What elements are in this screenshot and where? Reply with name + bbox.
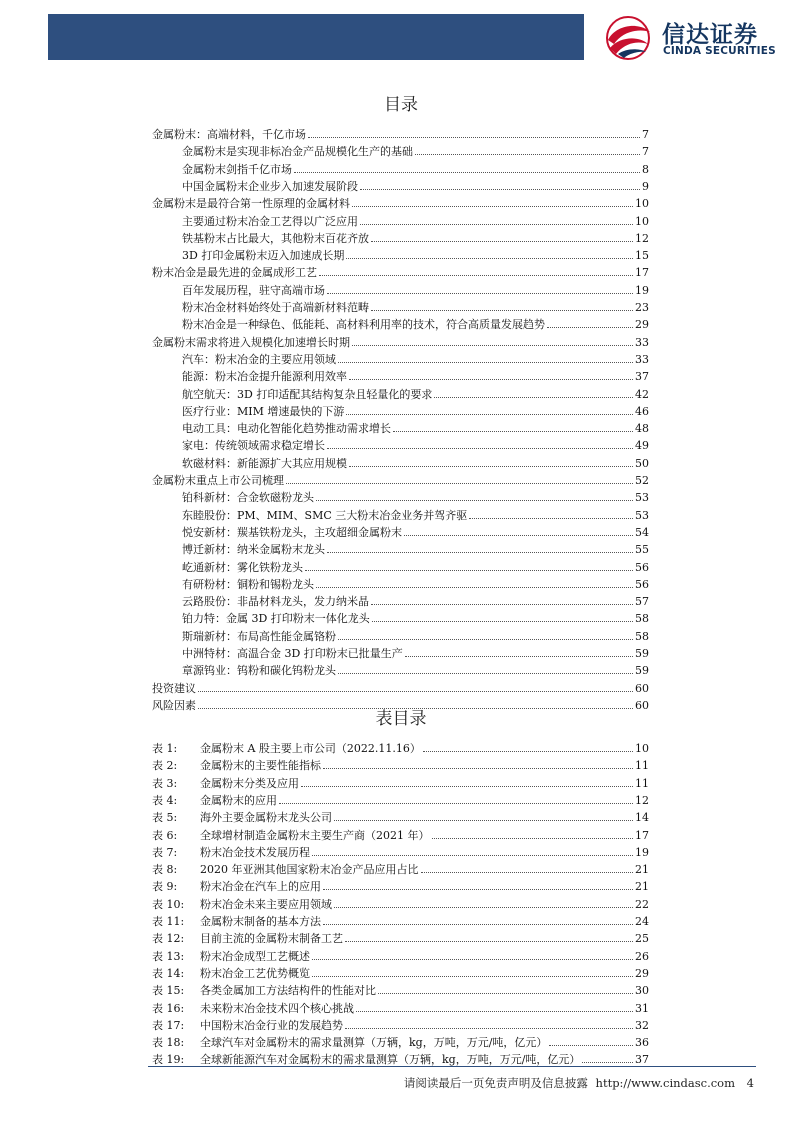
toc-entry-title: 金属粉末剑指千亿市场: [182, 162, 292, 176]
table-toc-page: 37: [635, 1053, 649, 1067]
table-toc-title: 全球增材制造金属粉末主要生产商（2021 年）: [200, 828, 430, 842]
toc-entry-page: 10: [635, 197, 649, 211]
toc-leader-dots: [338, 673, 633, 674]
toc-entry-page: 48: [635, 422, 649, 436]
toc-entry[interactable]: [152, 507, 649, 522]
toc-leader-dots: [338, 362, 633, 363]
table-toc-page: 22: [635, 897, 649, 911]
table-toc-label: 表 5:: [152, 811, 178, 825]
toc-entry-title: 章源钨业：钨粉和碳化钨粉龙头: [182, 664, 336, 678]
table-toc-title: 金属粉末的应用: [200, 793, 277, 807]
table-toc-leader-dots: [423, 751, 633, 752]
table-toc-entry[interactable]: [152, 1000, 649, 1015]
toc-entry[interactable]: [152, 593, 649, 608]
toc-entry[interactable]: [152, 195, 649, 210]
table-toc-title: 金属粉末分类及应用: [200, 776, 299, 790]
toc-entry-title: 百年发展历程，驻守高端市场: [182, 283, 325, 297]
toc-leader-dots: [547, 327, 633, 328]
table-toc-label: 表 12:: [152, 932, 185, 946]
table-toc-entry[interactable]: [152, 982, 649, 997]
table-toc-leader-dots: [356, 1011, 633, 1012]
table-toc-entry[interactable]: [152, 1017, 649, 1032]
table-toc-page: 21: [635, 863, 649, 877]
table-toc-label: 表 4:: [152, 793, 178, 807]
toc-entry-page: 15: [635, 249, 649, 263]
toc-leader-dots: [360, 224, 633, 225]
table-toc-leader-dots: [582, 1062, 633, 1063]
table-toc-title: 2020 年亚洲其他国家粉末冶金产品应用占比: [200, 863, 419, 877]
toc-leader-dots: [372, 621, 633, 622]
toc-entry[interactable]: [152, 316, 649, 331]
toc-entry-page: 60: [635, 681, 649, 695]
toc-entry[interactable]: [152, 282, 649, 297]
logo-text-cn: 信达证券: [662, 22, 758, 48]
toc-entry-title: 航空航天：3D 打印适配其结构复杂且轻量化的要求: [182, 387, 433, 401]
toc-leader-dots: [434, 397, 633, 398]
toc-entry-title: 铂力特：金属 3D 打印粉末一体化龙头: [182, 612, 370, 626]
table-toc-page: 11: [635, 776, 649, 790]
toc-leader-dots: [352, 345, 633, 346]
table-toc-label: 表 6:: [152, 828, 178, 842]
toc-entry-title: 东睦股份：PM、MIM、SMC 三大粉末冶金业务并驾齐驱: [182, 508, 468, 522]
table-toc-page: 24: [635, 915, 649, 928]
table-toc-title: 全球汽车对金属粉末的需求量测算（万辆，kg，万吨，万元/吨，亿元）: [200, 1036, 548, 1050]
table-toc-entry[interactable]: [152, 965, 649, 980]
toc-entry-page: 59: [635, 664, 649, 678]
toc-entry[interactable]: [152, 610, 649, 625]
table-toc-entry[interactable]: [152, 896, 649, 911]
toc-leader-dots: [305, 570, 633, 571]
table-toc-entry[interactable]: [152, 757, 649, 772]
toc-leader-dots: [316, 500, 633, 501]
table-toc-leader-dots: [345, 941, 633, 942]
table-toc-leader-dots: [323, 889, 633, 890]
toc-entry-page: 37: [635, 370, 649, 384]
table-toc-page: 21: [635, 880, 649, 894]
table-toc-title: 粉末冶金工艺优势概览: [200, 966, 310, 980]
toc-entry-page: 7: [642, 128, 649, 141]
toc-entry[interactable]: [152, 299, 649, 314]
toc-leader-dots: [349, 379, 633, 380]
toc-entry[interactable]: [152, 472, 649, 487]
toc-entry-title: 3D 打印金属粉末迈入加速成长期: [182, 249, 345, 263]
table-toc-label: 表 16:: [152, 1001, 185, 1015]
toc-entry-page: 10: [635, 214, 649, 228]
toc-leader-dots: [346, 414, 633, 415]
table-toc-leader-dots: [334, 820, 633, 821]
table-toc-leader-dots: [421, 872, 634, 873]
toc-entry-title: 粉末冶金是最先进的金属成形工艺: [152, 266, 317, 280]
table-toc-label: 表 10:: [152, 897, 185, 911]
toc-entry-page: 56: [635, 577, 649, 591]
toc-entry-page: 50: [635, 456, 649, 470]
table-toc-page: 31: [635, 1001, 649, 1015]
table-toc-label: 表 2:: [152, 759, 178, 773]
toc-entry-page: 12: [635, 231, 649, 245]
toc-entry-title: 有研粉材：铜粉和锡粉龙头: [182, 577, 314, 591]
table-toc-leader-dots: [323, 768, 633, 769]
table-toc-entry[interactable]: [152, 1034, 649, 1049]
table-toc-title: 中国粉末冶金行业的发展趋势: [200, 1018, 343, 1032]
toc-entry[interactable]: [152, 264, 649, 279]
toc-entry-page: 56: [635, 560, 649, 574]
toc-leader-dots: [338, 639, 633, 640]
table-toc-label: 表 14:: [152, 966, 185, 980]
table-toc-page: 11: [635, 759, 649, 773]
table-toc-entry[interactable]: [152, 775, 649, 790]
table-toc-label: 表 7:: [152, 845, 178, 859]
toc-entry-page: 58: [635, 629, 649, 643]
table-toc-leader-dots: [378, 993, 633, 994]
toc-entry[interactable]: [152, 143, 649, 158]
toc-leader-dots: [415, 154, 640, 155]
toc-entry[interactable]: [152, 403, 649, 418]
toc-entry-title: 金属粉末重点上市公司梳理: [152, 474, 284, 487]
table-toc-page: 29: [635, 966, 649, 980]
footer-url-link[interactable]: http://www.cindasc.com: [595, 1076, 736, 1090]
toc-entry-title: 金属粉末需求将进入规模化加速增长时期: [152, 335, 350, 349]
toc-entry[interactable]: [152, 386, 649, 401]
table-toc-label: 表 3:: [152, 776, 178, 790]
table-toc-leader-dots: [301, 786, 633, 787]
table-toc-entry[interactable]: [152, 792, 649, 807]
toc-entry-title: 家电：传统领域需求稳定增长: [182, 439, 325, 453]
toc-leader-dots: [360, 189, 640, 190]
toc-entry[interactable]: [152, 420, 649, 435]
table-toc-title: 目前主流的金属粉末制备工艺: [200, 932, 343, 946]
toc-entry-title: 投资建议: [152, 681, 196, 695]
toc-leader-dots: [393, 431, 633, 432]
toc-leader-dots: [308, 137, 640, 138]
table-toc-entry[interactable]: [152, 844, 649, 859]
toc-entry-title: 主要通过粉末冶金工艺得以广泛应用: [182, 214, 358, 228]
table-toc-title: 海外主要金属粉末龙头公司: [200, 811, 332, 825]
toc-entry-page: 59: [635, 647, 649, 660]
toc-entry[interactable]: [152, 247, 649, 262]
table-toc-title: 粉末冶金在汽车上的应用: [200, 880, 321, 894]
table-toc-title: 全球新能源汽车对金属粉末的需求量测算（万辆，kg，万吨，万元/吨，亿元）: [200, 1053, 581, 1067]
toc-entry-title: 中国金属粉末企业步入加速发展阶段: [182, 179, 358, 193]
toc-entry-title: 铁基粉末占比最大，其他粉末百花齐放: [182, 231, 369, 245]
table-toc-page: 14: [635, 811, 649, 825]
toc-entry[interactable]: [152, 524, 649, 539]
table-toc-entry[interactable]: [152, 930, 649, 945]
table-toc-page: 12: [635, 793, 649, 807]
table-toc-leader-dots: [345, 1028, 633, 1029]
footer-divider: [148, 1066, 756, 1067]
toc-entry-page: 7: [642, 145, 649, 159]
toc-entry-page: 55: [635, 543, 649, 557]
toc-leader-dots: [316, 587, 633, 588]
toc-entry-title: 中洲特材：高温合金 3D 打印粉末已批量生产: [182, 647, 403, 660]
toc-entry[interactable]: [152, 576, 649, 591]
toc-entry[interactable]: [152, 455, 649, 470]
table-toc-title: 表目录: [375, 709, 427, 729]
table-toc-title: 金属粉末 A 股主要上市公司（2022.11.16）: [200, 742, 421, 755]
toc-entry-title: 屹通新材：雾化铁粉龙头: [182, 560, 303, 574]
toc-entry-title: 汽车：粉末冶金的主要应用领域: [182, 352, 336, 366]
table-toc-label: 表 13:: [152, 949, 185, 963]
table-toc-leader-dots: [549, 1045, 633, 1046]
toc-entry[interactable]: [152, 178, 649, 193]
table-toc-title: 粉末冶金未来主要应用领域: [200, 897, 332, 911]
toc-leader-dots: [349, 466, 633, 467]
toc-entry-title: 斯瑞新材：布局高性能金属铬粉: [182, 629, 336, 643]
toc-leader-dots: [346, 258, 633, 259]
table-toc-leader-dots: [432, 838, 634, 839]
page-number: 4: [746, 1076, 754, 1090]
toc-entry-title: 金属粉末是实现非标冶金产品规模化生产的基础: [182, 145, 413, 159]
toc-entry-page: 46: [635, 404, 649, 418]
toc-entry-page: 19: [635, 283, 649, 297]
toc-entry-title: 悦安新材：羰基铁粉龙头，主攻超细金属粉末: [182, 525, 402, 539]
table-toc-entry[interactable]: [152, 809, 649, 824]
table-toc-entry[interactable]: [152, 740, 649, 755]
table-toc-title: 金属粉末制备的基本方法: [200, 915, 321, 928]
toc-entry[interactable]: [152, 213, 649, 228]
toc-entry-page: 52: [635, 474, 649, 487]
table-toc-entry[interactable]: [152, 913, 649, 928]
table-toc-label: 表 1:: [152, 742, 178, 755]
toc-entry[interactable]: [152, 126, 649, 141]
table-toc-entry[interactable]: [152, 861, 649, 876]
toc-leader-dots: [319, 275, 633, 276]
toc-entry-page: 57: [635, 595, 649, 609]
table-toc-label: 表 17:: [152, 1018, 185, 1032]
toc-entry-title: 风险因素: [152, 698, 196, 712]
table-toc-entry[interactable]: [152, 878, 649, 893]
toc-entry[interactable]: [152, 230, 649, 245]
toc-entry-page: 33: [635, 352, 649, 366]
toc-entry-page: 8: [642, 162, 649, 176]
table-toc-page: 19: [635, 845, 649, 859]
toc-entry-title: 医疗行业：MIM 增速最快的下游: [182, 404, 345, 418]
toc-entry-page: 33: [635, 335, 649, 349]
footer: [404, 1075, 754, 1091]
toc-leader-dots: [404, 535, 633, 536]
toc-entry[interactable]: [152, 645, 649, 660]
toc-leader-dots: [405, 656, 633, 657]
table-toc-page: 36: [635, 1036, 649, 1050]
toc-entry[interactable]: [152, 437, 649, 452]
toc-entry-title: 粉末冶金是一种绿色、低能耗、高材料利用率的技术，符合高质量发展趋势: [182, 318, 545, 332]
table-toc-title: 金属粉末的主要性能指标: [200, 759, 321, 773]
toc-entry[interactable]: [152, 351, 649, 366]
toc-entry-title: 博迁新材：纳米金属粉末龙头: [182, 543, 325, 557]
table-toc-page: 25: [635, 932, 649, 946]
toc-entry[interactable]: [152, 559, 649, 574]
toc-entry-title: 软磁材料：新能源扩大其应用规模: [182, 456, 347, 470]
toc-entry-page: 53: [635, 508, 649, 522]
toc-leader-dots: [327, 293, 633, 294]
toc-entry[interactable]: [152, 680, 649, 695]
toc-leader-dots: [371, 310, 633, 311]
table-toc-page: 26: [635, 949, 649, 963]
table-toc-page: 10: [635, 742, 649, 755]
toc-entry[interactable]: [152, 334, 649, 349]
table-toc-leader-dots: [323, 924, 633, 925]
toc-entry-page: 9: [642, 179, 649, 193]
toc-entry-title: 铂科新材：合金软磁粉龙头: [182, 491, 314, 505]
table-toc-entry[interactable]: [152, 948, 649, 963]
toc-entry-page: 42: [635, 387, 649, 401]
toc-entry-title: 电动工具：电动化智能化趋势推动需求增长: [182, 422, 391, 436]
table-toc-title: 粉末冶金成型工艺概述: [200, 949, 310, 963]
logo-text-en: CINDA SECURITIES: [663, 45, 776, 57]
toc-entry-page: 17: [635, 266, 649, 280]
table-toc-title: 粉末冶金技术发展历程: [200, 845, 310, 859]
toc-entry-page: 58: [635, 612, 649, 626]
table-toc-entry[interactable]: [152, 1051, 649, 1066]
toc-leader-dots: [294, 172, 640, 173]
toc-entry-page: 54: [635, 525, 649, 539]
table-toc-leader-dots: [279, 803, 633, 804]
table-toc-leader-dots: [312, 855, 633, 856]
table-toc-page: 30: [635, 984, 649, 998]
toc-entry[interactable]: [152, 628, 649, 643]
table-toc-leader-dots: [312, 959, 633, 960]
toc-entry-page: 60: [635, 698, 649, 712]
table-toc-label: 表 8:: [152, 863, 178, 877]
toc-entry[interactable]: [152, 368, 649, 383]
toc-leader-dots: [286, 483, 633, 484]
toc-entry[interactable]: [152, 489, 649, 504]
toc-entry-title: 金属粉末是最符合第一性原理的金属材料: [152, 197, 350, 211]
table-toc-title: 未来粉末冶金技术四个核心挑战: [200, 1001, 354, 1015]
table-toc-label: 表 18:: [152, 1036, 185, 1050]
toc-leader-dots: [198, 691, 633, 692]
toc-leader-dots: [327, 552, 633, 553]
toc-leader-dots: [469, 518, 633, 519]
toc-entry-title: 云路股份：非晶材料龙头，发力纳米晶: [182, 595, 369, 609]
table-toc-title: 各类金属加工方法结构件的性能对比: [200, 984, 376, 998]
table-toc-label: 表 19:: [152, 1053, 185, 1067]
table-toc-entry[interactable]: [152, 827, 649, 842]
toc-entry[interactable]: [152, 541, 649, 556]
table-toc-label: 表 15:: [152, 984, 185, 998]
toc-leader-dots: [371, 604, 633, 605]
toc-entry-page: 29: [635, 318, 649, 332]
table-toc-label: 表 9:: [152, 880, 178, 894]
toc-entry-title: 粉末冶金材料始终处于高端新材料范畴: [182, 301, 369, 314]
toc-entry[interactable]: [152, 161, 649, 176]
toc-leader-dots: [371, 241, 633, 242]
footer-disclaimer: 请阅读最后一页免责声明及信息披露: [403, 1076, 588, 1090]
toc-leader-dots: [327, 448, 633, 449]
table-toc-leader-dots: [334, 907, 633, 908]
toc-entry-page: 49: [635, 439, 649, 453]
toc-entry[interactable]: [152, 662, 649, 677]
toc-entry-title: 能源：粉末冶金提升能源利用效率: [182, 370, 347, 384]
toc-entry-page: 53: [635, 491, 649, 505]
table-toc-label: 表 11:: [152, 915, 185, 928]
toc-entry-page: 23: [635, 301, 649, 314]
table-toc-leader-dots: [312, 976, 633, 977]
toc-leader-dots: [352, 206, 633, 207]
header-bar: [48, 14, 584, 60]
table-toc-page: 32: [635, 1018, 649, 1032]
table-toc-page: 17: [635, 828, 649, 842]
toc-title: 目录: [384, 95, 418, 115]
toc-entry-title: 金属粉末：高端材料，千亿市场: [152, 128, 306, 141]
